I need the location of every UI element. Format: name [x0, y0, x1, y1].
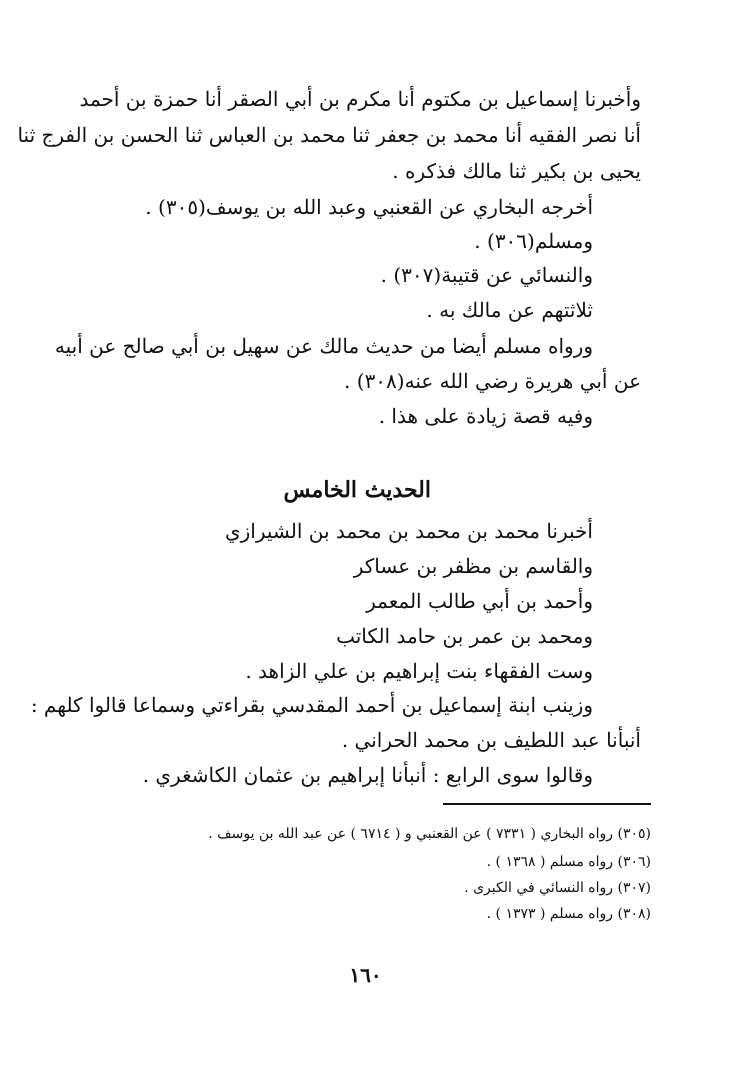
footnote: (٣٠٧) رواه النسائي في الكبرى . [464, 880, 651, 896]
text-line: أخرجه البخاري عن القعنبي وعبد الله بن يوسف(٣٠٥) . [145, 195, 593, 219]
page-number: ١٦٠ [349, 963, 382, 987]
text-line: ومحمد بن عمر بن حامد الكاتب [336, 624, 593, 648]
section-heading: الحديث الخامس [283, 477, 431, 503]
text-line: ومسلم(٣٠٦) . [474, 229, 593, 253]
text-line: وأخبرنا إسماعيل بن مكتوم أنا مكرم بن أبي الصقر أنا حمزة بن أحمد [79, 87, 641, 111]
text-line: وست الفقهاء بنت إبراهيم بن علي الزاهد . [245, 659, 593, 683]
text-line: يحيى بن بكير ثنا مالك فذكره . [392, 159, 641, 183]
text-line: ورواه مسلم أيضا من حديث مالك عن سهيل بن أبي صالح عن أبيه [54, 334, 593, 358]
text-line: وزينب ابنة إسماعيل بن أحمد المقدسي بقراءتي وسماعا قالوا كلهم : [30, 693, 593, 717]
footnote-separator [443, 803, 651, 805]
text-line: أخبرنا محمد بن محمد بن محمد بن الشيرازي [224, 519, 593, 543]
footnote: (٣٠٥) رواه البخاري ( ٧٣٣١ ) عن القعنبي و ( ٦٧١٤ ) عن عبد الله بن يوسف . [208, 826, 651, 842]
text-line: والنسائي عن قتيبة(٣٠٧) . [380, 263, 593, 287]
text-line: وفيه قصة زيادة على هذا . [378, 404, 593, 428]
footnote: (٣٠٨) رواه مسلم ( ١٣٧٣ ) . [486, 906, 651, 922]
text-line: والقاسم بن مظفر بن عساكر [353, 554, 593, 578]
text-line: ثلاثتهم عن مالك به . [426, 298, 593, 322]
text-line: وقالوا سوى الرابع : أنبأنا إبراهيم بن عثمان الكاشغري . [142, 763, 593, 787]
footnote: (٣٠٦) رواه مسلم ( ١٣٦٨ ) . [486, 854, 651, 870]
text-line: عن أبي هريرة رضي الله عنه(٣٠٨) . [344, 369, 641, 393]
text-line: وأحمد بن أبي طالب المعمر [366, 589, 593, 613]
text-line: أنا نصر الفقيه أنا محمد بن جعفر ثنا محمد بن العباس ثنا الحسن بن الفرج ثنا [17, 123, 641, 147]
text-line: أنبأنا عبد اللطيف بن محمد الحراني . [341, 728, 641, 752]
